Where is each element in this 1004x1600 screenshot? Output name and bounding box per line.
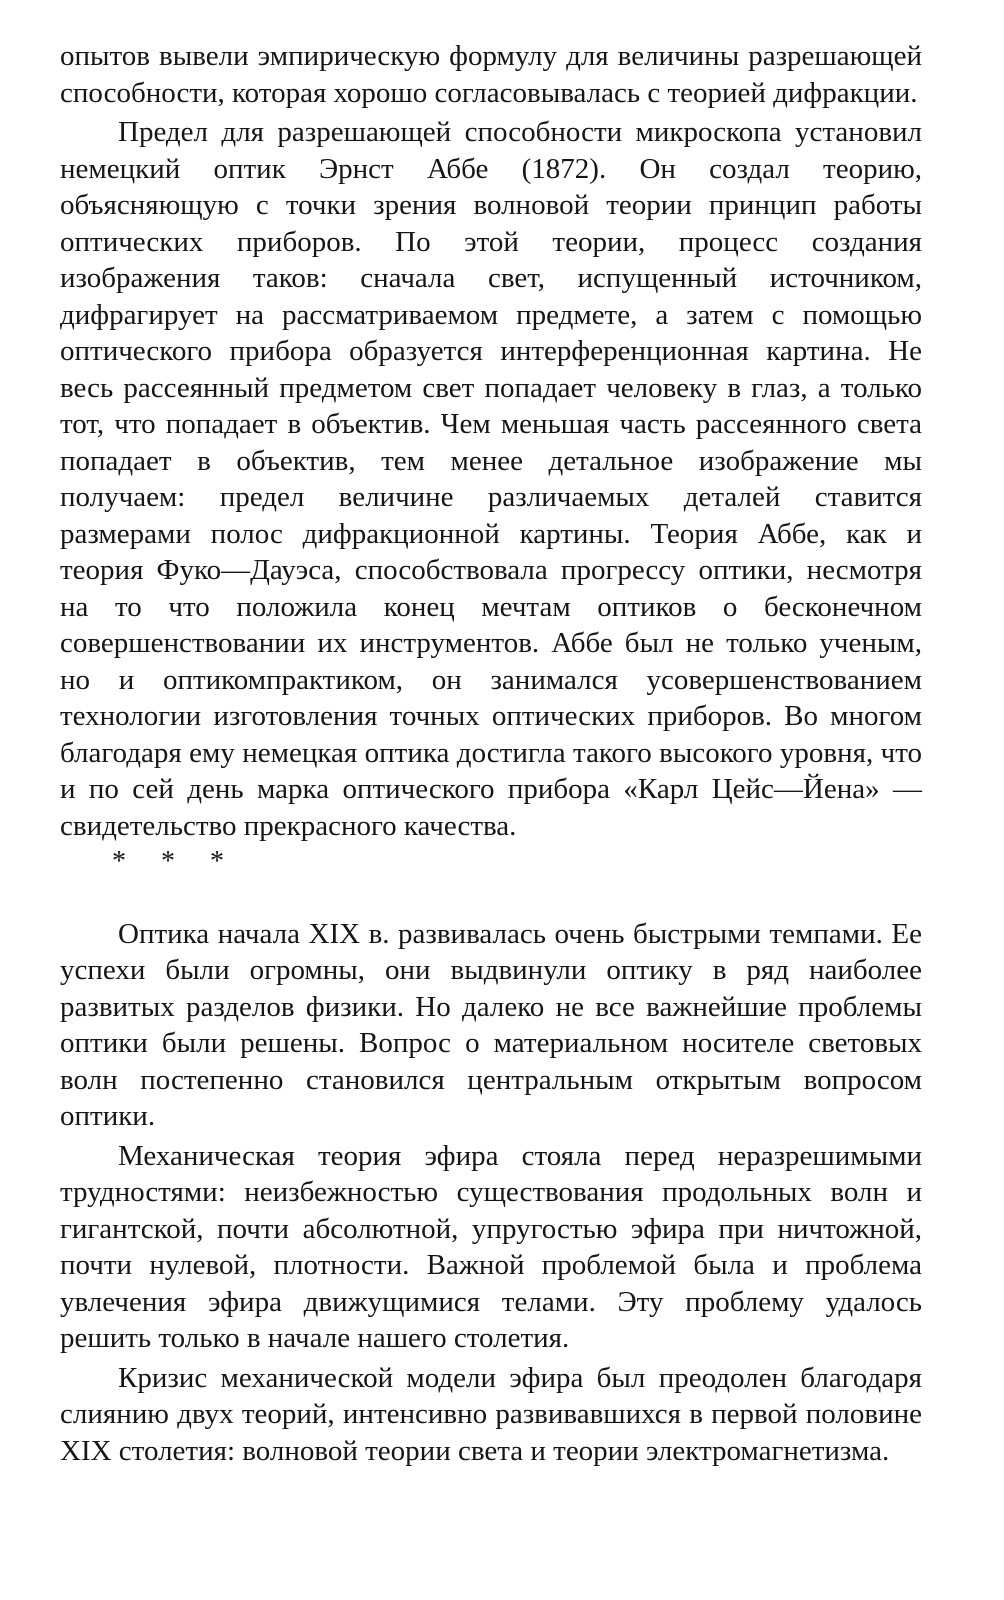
section-separator: * * * [112,846,238,877]
paragraph-continuation: опытов вывели эмпирическую формулу для величины разрешающей способности, которая хорошо согласовывалась с теорией дифракции. [60,40,922,109]
paragraph-optics-xix: Оптика начала XIX в. развивалась очень быстрыми темпами. Ее успехи были огромны, они выдвинули оптику в ряд наиболее развитых разделов физики. Но далеко не все важнейшие проблемы оптики были решены. Вопрос о материальном носителе световых волн постепенно становился центральным открытым вопросом оптики. [60,917,922,1132]
document-page [60,38,922,1469]
paragraph-abbe: Предел для разрешающей способности микроскопа установил немецкий оптик Эрнст Аббе (1872). Он создал теорию, объясняющую с точки зрения волновой теории принцип работы оптических приборов. По этой теории, процесс создания изображения таков: сначала свет, испущенный источником, дифрагирует на рассматриваемом предмете, а затем с помощью оптического прибора образуется интерференционная картина. Не весь рассеянный предметом свет попадает человеку в глаз, а только тот, что попадает в объектив. Чем меньшая часть рассеянного света попадает в объектив, тем менее детальное изображение мы получаем: предел величине различаемых деталей ставится размерами полос дифракционной картины. Теория Аббе, как и теория Фуко—Дауэса, способствовала прогрессу оптики, несмотря на то что положила конец мечтам оптиков о бесконечном совершенствовании их инструментов. Аббе был не только ученым, но и оптикомпрактиком, он занимался усовершенствованием технологии изготовления точных оптических приборов. Во многом благодаря ему немецкая оптика достигла такого высокого уровня, что и по сей день марка оптического прибора «Карл Цейс—Йена» — свидетельство прекрасного качества. [60,116,922,842]
paragraph-ether-theory: Механическая теория эфира стояла перед неразрешимыми трудностями: неизбежностью существования продольных волн и гигантской, почти абсолютной, упругостью эфира при ничтожной, почти нулевой, плотности. Важной проблемой была и проблема увлечения эфира движущимися телами. Эту проблему удалось решить только в начале нашего столетия. [60,1139,922,1354]
separator-spacing [60,881,922,916]
paragraph-ether-crisis: Кризис механической модели эфира был преодолен благодаря слиянию двух теорий, интенсивно развивавшихся в первой половине XIX столетия: волновой теории света и теории электромагнетизма. [60,1361,922,1467]
